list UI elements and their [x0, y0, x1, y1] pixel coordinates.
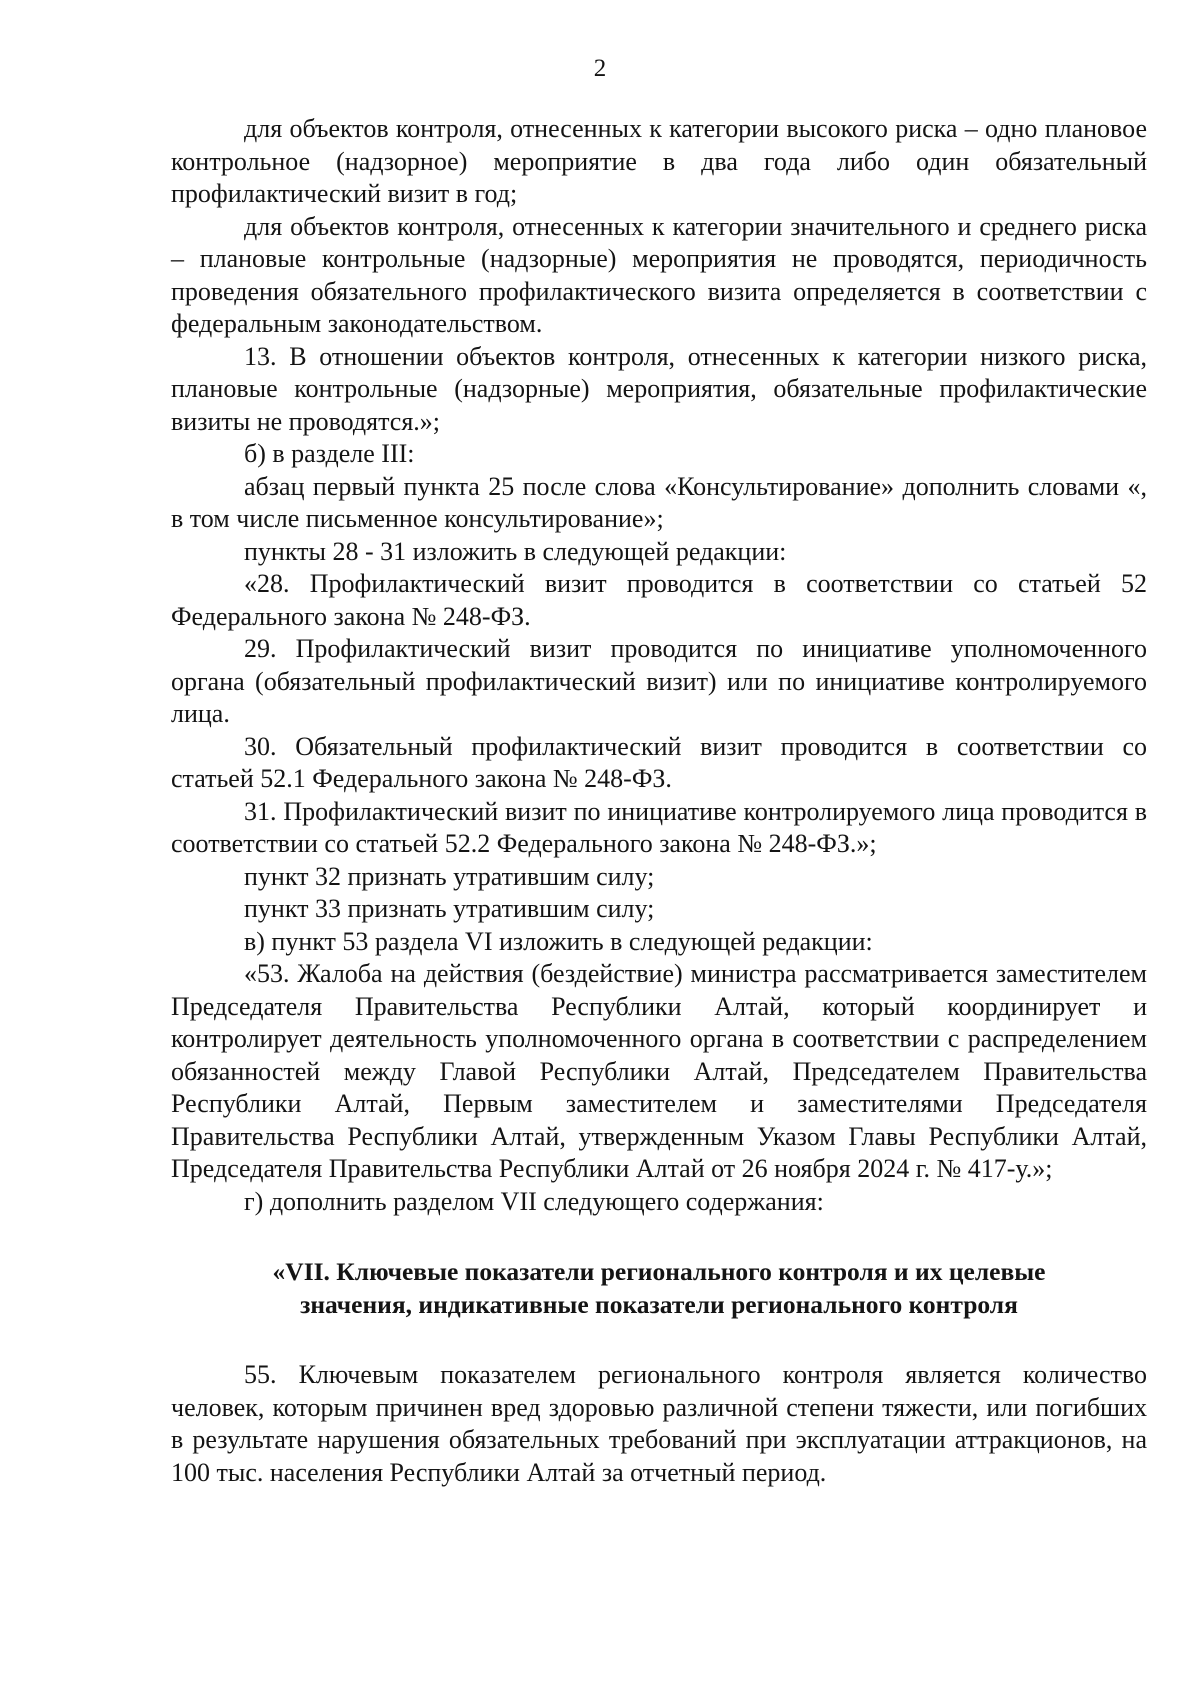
section-heading [171, 1256, 1147, 1321]
paragraph-item-33-void: пункт 33 признать утратившим силу; [244, 894, 655, 923]
spacer [171, 1218, 1147, 1256]
paragraph-section-vii-intro: г) дополнить разделом VII следующего содержания: [244, 1186, 824, 1216]
document-body [171, 113, 1147, 1489]
paragraph-item-25-amendment: абзац первый пункта 25 после слова «Консультирование» дополнить словами «, в том числе письменное консультирование»; [171, 471, 1147, 533]
paragraph-item-30: 30. Обязательный профилактический визит проводится в соответствии со статьей 52.1 Федерального закона № 248-ФЗ. [171, 731, 1147, 793]
paragraph-item-32-void: пункт 32 признать утратившим силу; [244, 861, 655, 891]
page-number: 2 [593, 55, 607, 82]
paragraph-item-53-intro: в) пункт 53 раздела VI изложить в следующей редакции: [244, 926, 873, 956]
section-heading-line-1: «VII. Ключевые показатели регионального контроля и их целевые [272, 1257, 1046, 1286]
paragraph-items-28-31-intro: пункты 28 - 31 изложить в следующей редакции: [244, 536, 787, 566]
section-heading-line-2: значения, индикативные показатели регионального контроля [300, 1289, 1018, 1319]
paragraph-item-55: 55. Ключевым показателем регионального контроля является количество человек, которым причинен вред здоровью различной степени тяжести, или погибших в результате нарушения обязательных требований при эксплуатации аттракционов, на 100 тыс. населения Республики Алтай за отчетный период. [171, 1360, 1147, 1487]
paragraph-item-13: 13. В отношении объектов контроля, отнесенных к категории низкого риска, плановые контрольные (надзорные) мероприятия, обязательные профилактические визиты не проводятся.»; [171, 341, 1147, 436]
paragraph-significant-medium-risk: для объектов контроля, отнесенных к категории значительного и среднего риска – плановые контрольные (надзорные) мероприятия не проводятся, периодичность проведения обязательного профилактического визита определяется в соответствии с федеральным законодательством. [171, 211, 1147, 338]
paragraph-section-iii: б) в разделе III: [244, 439, 415, 468]
paragraph-item-28: «28. Профилактический визит проводится в соответствии со статьей 52 Федерального закона № 248-ФЗ. [171, 569, 1147, 631]
paragraph-item-31: 31. Профилактический визит по инициативе контролируемого лица проводится в соответствии со статьей 52.2 Федерального закона № 248-ФЗ.»; [171, 796, 1147, 858]
paragraph-item-53: «53. Жалоба на действия (бездействие) министра рассматривается заместителем Председателя Правительства Республики Алтай, который координирует и контролирует деятельность уполномоченного органа в соответствии с распределением обязанностей между Главой Республики Алтай, Председателем Правительства Республики Алтай, Первым заместителем и заместителями Председателя Правительства Республики Алтай, утвержденным Указом Главы Республики Алтай, Председателя Правительства Республики Алтай от 26 ноября 2024 г. № 417-у.»; [171, 959, 1147, 1183]
paragraph-high-risk: для объектов контроля, отнесенных к категории высокого риска – одно плановое контрольное (надзорное) мероприятие в два года либо один обязательный профилактический визит в год; [171, 114, 1147, 208]
spacer [171, 1321, 1147, 1359]
paragraph-item-29: 29. Профилактический визит проводится по инициативе уполномоченного органа (обязательный профилактический визит) или по инициативе контролируемого лица. [171, 634, 1147, 728]
